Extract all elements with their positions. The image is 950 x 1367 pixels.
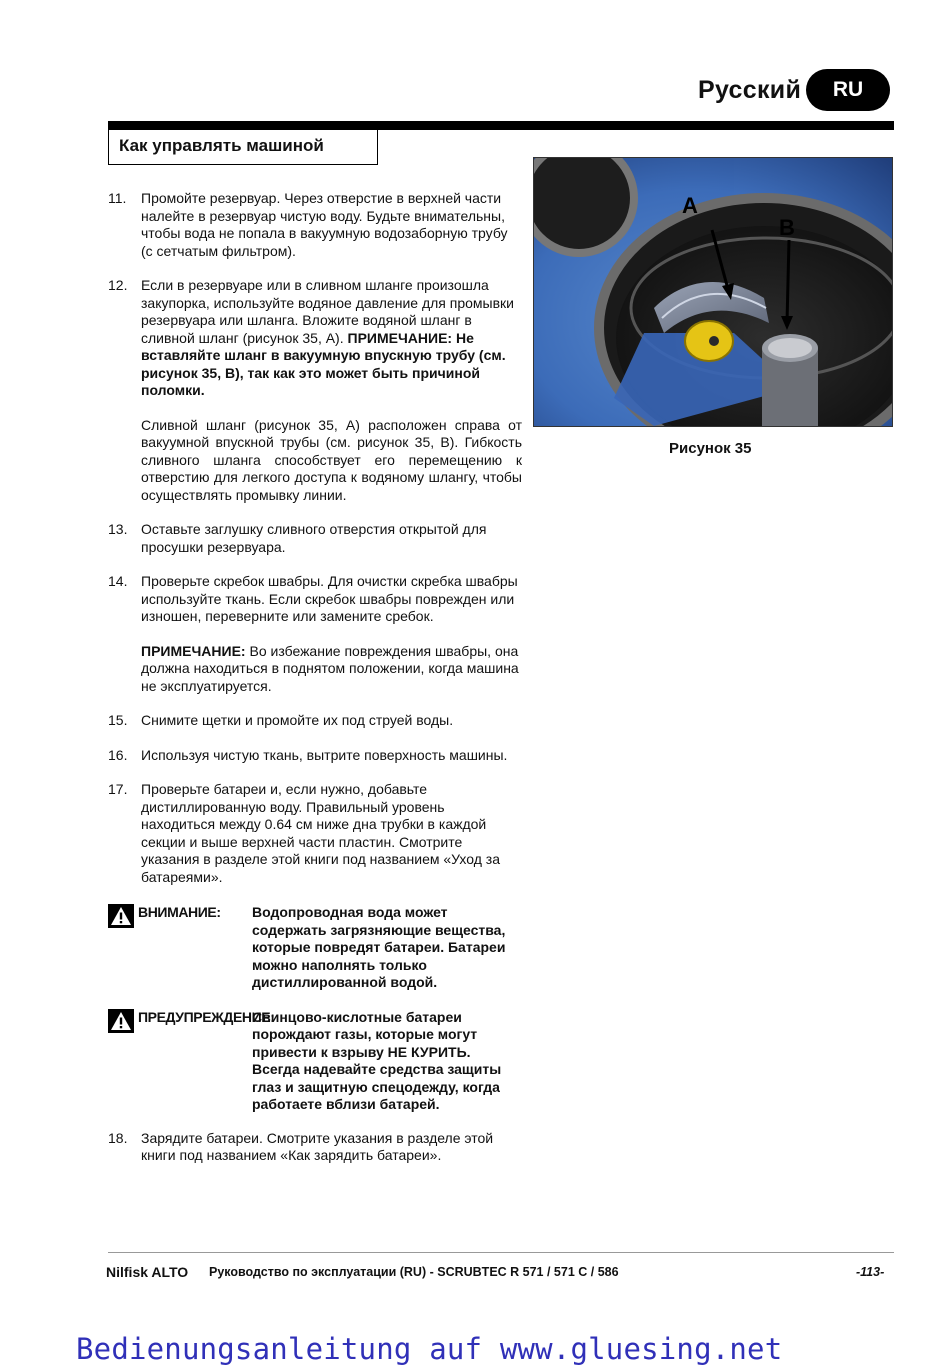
warning-icon	[108, 1009, 134, 1033]
step-text: Оставьте заглушку сливного отверстия открытой для просушки резервуара.	[141, 521, 487, 555]
footer-title: Руководство по эксплуатации (RU) - SCRUBTEC R 571 / 571 C / 586	[209, 1265, 619, 1279]
figure-label-a: A	[682, 193, 698, 218]
warning-icon	[108, 904, 134, 928]
figure-35-photo	[533, 157, 893, 427]
step-number: 18.	[108, 1129, 128, 1146]
step-paragraph: Сливной шланг (рисунок 35, А) расположен справа от вакуумной впускной трубы (см. рисунок 35, В). Гибкость сливного шланга способствует его перемещению к отверстию для легкого доступа к водяному шлангу, чтобы осуществлять промывку линии.	[141, 416, 522, 503]
footer-rule	[108, 1252, 894, 1253]
step-number: 15.	[108, 712, 128, 728]
step-number: 12.	[108, 277, 128, 293]
step-number: 13.	[108, 521, 128, 537]
language-title: Русский	[698, 76, 802, 104]
step-17	[108, 781, 522, 886]
figure-caption: Рисунок 35	[669, 440, 752, 457]
caution-text: Водопроводная вода может содержать загрязняющие вещества, которые повредят батареи. Батареи можно наполнять только дистиллированной водой.	[252, 904, 506, 990]
figure-label-b: B	[779, 215, 795, 240]
warning-text: Свинцово-кислотные батареи порождают газы, которые могут привести к взрыву НЕ КУРИТЬ. Всегда надевайте средства защиты глаз и защитную спецодежду, когда работаете вблизи батарей.	[252, 1008, 502, 1112]
step-text: Зарядите батареи. Смотрите указания в разделе этой книги под названием «Как зарядить батареи».	[141, 1129, 494, 1163]
step-18	[108, 1130, 522, 1165]
step-11	[108, 190, 522, 260]
note-text: Во избежание повреждения швабры, она должна находиться в поднятом положении, когда машина не эксплуатируется.	[141, 642, 519, 694]
language-badge: RU	[806, 69, 890, 111]
step-text: Снимите щетки и промойте их под струей воды.	[141, 712, 454, 728]
warning-label: ПРЕДУПРЕЖДЕНИЕ:	[138, 1008, 275, 1025]
step-15	[108, 712, 522, 730]
step-note	[141, 643, 522, 696]
step-13	[108, 521, 522, 556]
step-text: Промойте резервуар. Через отверстие в верхней части налейте в резервуар чистую воду. Будьте внимательны, чтобы вода не попала в вакуумную водозаборную трубу (с сетчатым фильтром).	[141, 190, 508, 259]
page-number: -113-	[856, 1265, 885, 1279]
step-text: Если в резервуаре или в сливном шланге произошла закупорка, используйте водяное давление для промывки резервуара или шланга. Вложите водяной шланг в сливной шланг (рисунок 35, А). ПРИМЕЧАНИЕ: Не вставляйте шланг в вакуумную впускную трубу (см. рисунок 35, В), так как это может быть причиной поломки.	[141, 277, 514, 398]
instructions	[108, 190, 522, 1182]
step-text: Проверьте батареи и, если нужно, добавьте дистиллированную воду. Правильный уровень находиться между 0.64 см ниже дна трубки в каждой секции и выше верхней части пластин. Смотрите указания в разделе этой книги под названием «Уход за батареями».	[141, 781, 501, 885]
warning-block	[108, 1009, 522, 1114]
step-12	[108, 277, 522, 504]
step-note-bold: ПРИМЕЧАНИЕ: Не вставляйте шланг в вакуумную впускную трубу (см. рисунок 35, В), так как это может быть причиной поломки.	[141, 329, 506, 398]
step-text: Проверьте скребок швабры. Для очистки скребка швабры используйте ткань. Если скребок швабры поврежден или изношен, переверните или замените сребок.	[141, 573, 518, 624]
step-number: 11.	[108, 190, 127, 206]
step-16	[108, 747, 522, 765]
caution-label: ВНИМАНИЕ:	[138, 904, 221, 920]
step-14	[108, 573, 522, 695]
section-title: Как управлять машиной	[108, 128, 378, 165]
caution-block	[108, 904, 522, 992]
watermark-link[interactable]: Bedienungsanleitung auf www.gluesing.net	[76, 1332, 783, 1366]
footer-brand: Nilfisk ALTO	[106, 1264, 189, 1280]
step-number: 16.	[108, 746, 128, 763]
step-number: 17.	[108, 781, 128, 797]
step-text: Используя чистую ткань, вытрите поверхность машины.	[141, 746, 508, 763]
step-number: 14.	[108, 573, 128, 589]
note-label: ПРИМЕЧАНИЕ:	[141, 642, 246, 659]
